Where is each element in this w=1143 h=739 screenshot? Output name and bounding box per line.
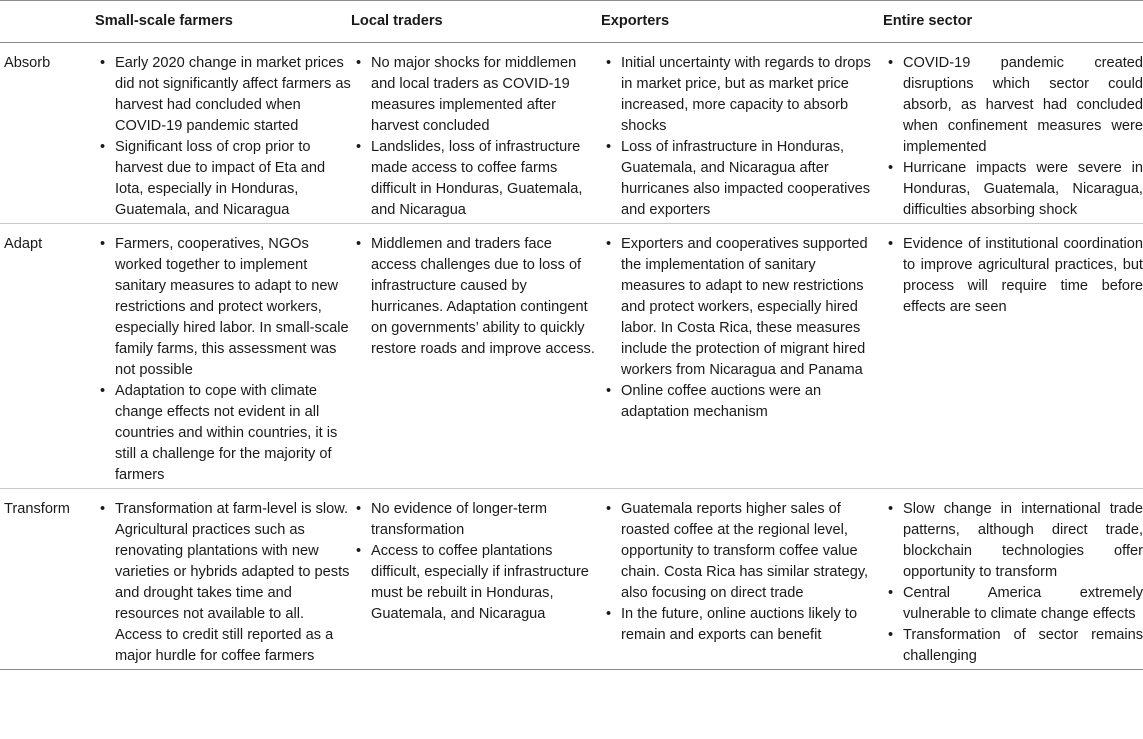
header-row (0, 1, 1143, 43)
bullet-item: • No evidence of longer-term transformation (351, 499, 601, 541)
table-body (0, 43, 1143, 670)
cell-exporters (601, 43, 883, 224)
bullet-list (351, 499, 601, 625)
bullet-item: • COVID-19 pandemic created disruptions which sector could absorb, as harvest had concluded when confinement measures were implemented (883, 53, 1143, 158)
bullet-list (95, 499, 351, 667)
row-label: Adapt (0, 224, 95, 489)
bullet-list (351, 234, 601, 360)
header-entire-sector: Entire sector (883, 1, 1143, 43)
bullet-item: • Access to coffee plantations difficult, especially if infrastructure must be rebuilt in Honduras, Guatemala, and Nicaragua (351, 541, 601, 625)
header-exporters: Exporters (601, 1, 883, 43)
bullet-item: • In the future, online auctions likely to remain and exports can benefit (601, 604, 883, 646)
cell-local-traders (351, 224, 601, 489)
bullet-item: • Transformation at farm-level is slow. Agricultural practices such as renovating plantations with new varieties or hybrids adapted to pests and drought takes time and resources not available to all. Access to credit still reported as a major hurdle for coffee farmers (95, 499, 351, 667)
table-row-adapt (0, 224, 1143, 489)
cell-entire-sector (883, 43, 1143, 224)
bullet-item: • Transformation of sector remains challenging (883, 625, 1143, 667)
table-row-absorb (0, 43, 1143, 224)
bullet-item: • Loss of infrastructure in Honduras, Guatemala, and Nicaragua after hurricanes also impacted cooperatives and exporters (601, 137, 883, 221)
header-empty (0, 1, 95, 43)
bullet-item: • Middlemen and traders face access challenges due to loss of infrastructure caused by hurricanes. Adaptation contingent on governments’ ability to quickly restore roads and improve access. (351, 234, 601, 360)
bullet-list (95, 53, 351, 221)
table-row-transform (0, 489, 1143, 670)
cell-small-scale-farmers (95, 224, 351, 489)
cell-small-scale-farmers (95, 43, 351, 224)
bullet-list (95, 234, 351, 486)
cell-exporters (601, 489, 883, 670)
bullet-item: • Exporters and cooperatives supported the implementation of sanitary measures to adapt to new restrictions and protect workers, especially hired labor. In Costa Rica, these measures include the protection of migrant hired workers from Nicaragua and Panama (601, 234, 883, 381)
bullet-list (883, 234, 1143, 318)
header-small-scale-farmers: Small-scale farmers (95, 1, 351, 43)
bullet-item: • Early 2020 change in market prices did not significantly affect farmers as harvest had concluded when COVID-19 pandemic started (95, 53, 351, 137)
bullet-item: • Adaptation to cope with climate change effects not evident in all countries and within countries, it is still a challenge for the majority of farmers (95, 381, 351, 486)
cell-local-traders (351, 43, 601, 224)
bullet-item: • Hurricane impacts were severe in Honduras, Guatemala, Nicaragua, difficulties absorbing shock (883, 158, 1143, 221)
bullet-list (883, 53, 1143, 221)
bullet-item: • Guatemala reports higher sales of roasted coffee at the regional level, opportunity to transform coffee value chain. Costa Rica has similar strategy, also focusing on direct trade (601, 499, 883, 604)
bullet-list (601, 234, 883, 423)
row-label: Transform (0, 489, 95, 670)
bullet-item: • Evidence of institutional coordination to improve agricultural practices, but process will require time before effects are seen (883, 234, 1143, 318)
bullet-item: • Significant loss of crop prior to harvest due to impact of Eta and Iota, especially in Honduras, Guatemala, and Nicaragua (95, 137, 351, 221)
bullet-list (883, 499, 1143, 667)
cell-exporters (601, 224, 883, 489)
bullet-item: • Central America extremely vulnerable to climate change effects (883, 583, 1143, 625)
bullet-item: • No major shocks for middlemen and local traders as COVID-19 measures implemented after harvest concluded (351, 53, 601, 137)
row-label: Absorb (0, 43, 95, 224)
table-header (0, 1, 1143, 43)
bullet-item: • Farmers, cooperatives, NGOs worked together to implement sanitary measures to adapt to new restrictions and protect workers, especially hired labor. In small-scale family farms, this assessment was not possible (95, 234, 351, 381)
cell-local-traders (351, 489, 601, 670)
bullet-list (601, 53, 883, 221)
header-local-traders: Local traders (351, 1, 601, 43)
bullet-item: • Landslides, loss of infrastructure made access to coffee farms difficult in Honduras, Guatemala, and Nicaragua (351, 137, 601, 221)
bullet-item: • Online coffee auctions were an adaptation mechanism (601, 381, 883, 423)
cell-entire-sector (883, 489, 1143, 670)
bullet-list (601, 499, 883, 646)
bullet-item: • Slow change in international trade patterns, although direct trade, blockchain technologies offer opportunity to transform (883, 499, 1143, 583)
bullet-list (351, 53, 601, 221)
cell-small-scale-farmers (95, 489, 351, 670)
cell-entire-sector (883, 224, 1143, 489)
bullet-item: • Initial uncertainty with regards to drops in market price, but as market price increased, more capacity to absorb shocks (601, 53, 883, 137)
